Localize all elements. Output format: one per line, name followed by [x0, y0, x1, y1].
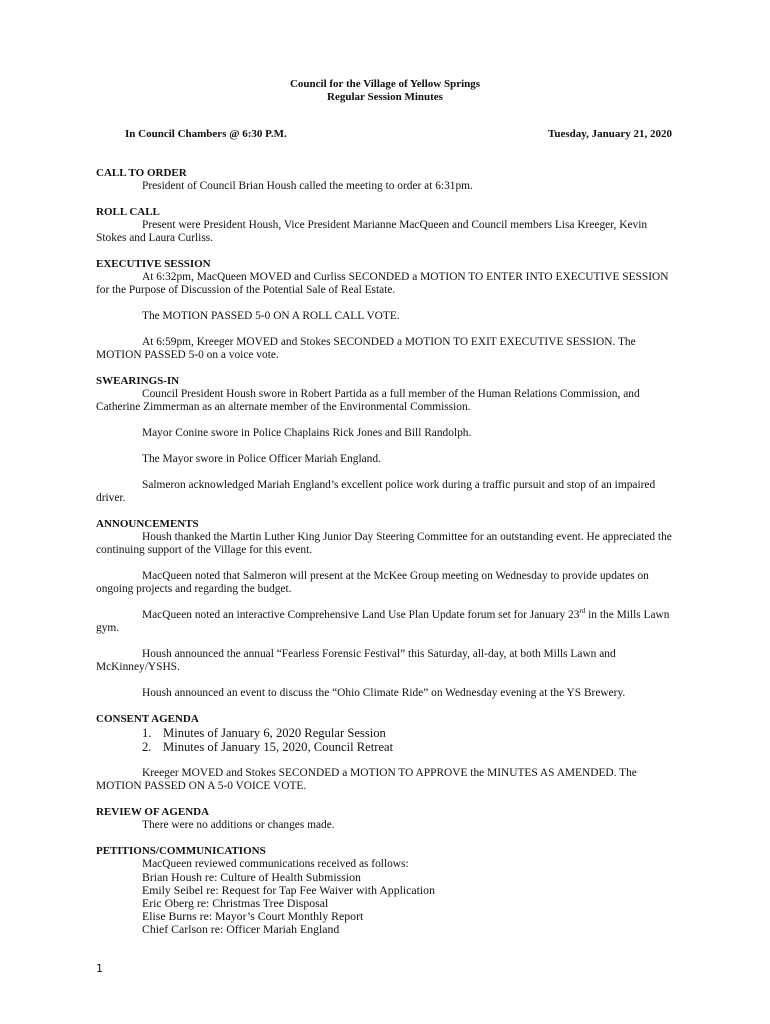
section-consent-agenda: [96, 713, 674, 793]
paragraph: At 6:32pm, MacQueen MOVED and Curliss SECONDED a MOTION TO ENTER INTO EXECUTIVE SESSION for the Purpose of Discussion of the Potential Sale of Real Estate.: [96, 271, 669, 296]
paragraph: Housh thanked the Martin Luther King Junior Day Steering Committee for an outstanding event. He appreciated the continuing support of the Village for this event.: [96, 531, 672, 556]
ordinal-suffix: rd: [579, 607, 586, 616]
paragraph: Present were President Housh, Vice President Marianne MacQueen and Council members Lisa Kreeger, Kevin Stokes and Laura Curliss.: [96, 219, 648, 244]
paragraph: Housh announced an event to discuss the “Ohio Climate Ride” on Wednesday evening at the YS Brewery.: [142, 687, 626, 699]
paragraph: President of Council Brian Housh called the meeting to order at 6:31pm.: [142, 180, 473, 192]
communications-list: [96, 871, 674, 936]
paragraph: MacQueen reviewed communications received as follows:: [142, 858, 409, 870]
section-heading: REVIEW OF AGENDA: [96, 806, 210, 818]
paragraph: There were no additions or changes made.: [142, 819, 335, 831]
paragraph: MacQueen noted that Salmeron will present at the McKee Group meeting on Wednesday to provide updates on ongoing projects and regarding the budget.: [96, 570, 649, 595]
section-call-to-order: [96, 167, 674, 193]
paragraph: At 6:59pm, Kreeger MOVED and Stokes SECONDED a MOTION TO EXIT EXECUTIVE SESSION. The MOTION PASSED 5-0 on a voice vote.: [96, 336, 636, 361]
section-roll-call: [96, 206, 674, 245]
section-heading: ROLL CALL: [96, 206, 160, 218]
section-heading: CONSENT AGENDA: [96, 713, 199, 725]
list-item: Emily Seibel re: Request for Tap Fee Waiver with Application: [142, 883, 435, 897]
list-item: Chief Carlson re: Officer Mariah England: [142, 922, 340, 936]
paragraph: Kreeger MOVED and Stokes SECONDED a MOTION TO APPROVE the MINUTES AS AMENDED. The MOTION PASSED ON A 5-0 VOICE VOTE.: [96, 767, 637, 792]
section-heading: CALL TO ORDER: [96, 167, 187, 179]
paragraph: Salmeron acknowledged Mariah England’s excellent police work during a traffic pursuit and stop of an impaired driver.: [96, 479, 656, 504]
document-title: [96, 78, 674, 104]
list-item: Eric Oberg re: Christmas Tree Disposal: [142, 896, 329, 910]
paragraph: Mayor Conine swore in Police Chaplains Rick Jones and Bill Randolph.: [142, 427, 472, 439]
paragraph-text: in the Mills Lawn gym.: [96, 609, 670, 634]
section-heading: PETITIONS/COMMUNICATIONS: [96, 845, 266, 857]
paragraph: The Mayor swore in Police Officer Mariah England.: [142, 453, 381, 465]
section-announcements: [96, 518, 674, 700]
section-heading: EXECUTIVE SESSION: [96, 258, 211, 270]
minutes-page: [96, 78, 674, 936]
section-heading: ANNOUNCEMENTS: [96, 518, 199, 530]
title-line-1: Council for the Village of Yellow Springs: [289, 78, 481, 90]
meeting-info: [96, 128, 674, 142]
list-item: Brian Housh re: Culture of Health Submission: [142, 870, 361, 884]
section-petitions: [96, 845, 674, 936]
paragraph: Council President Housh swore in Robert Partida as a full member of the Human Relations Commission, and Catherine Zimmerman as an alternate member of the Environmental Commission.: [96, 388, 640, 413]
paragraph-text: MacQueen noted an interactive Comprehensive Land Use Plan Update forum set for January 23: [142, 609, 580, 621]
consent-agenda-list: [96, 726, 674, 754]
list-item: 2. Minutes of January 15, 2020, Council Retreat: [142, 740, 394, 754]
paragraph: Housh announced the annual “Fearless Forensic Festival” this Saturday, all-day, at both Mills Lawn and McKinney/YSHS.: [96, 648, 616, 673]
page-number: 1: [96, 962, 103, 975]
list-item: Elise Burns re: Mayor’s Court Monthly Report: [142, 909, 364, 923]
section-heading: SWEARINGS-IN: [96, 375, 180, 387]
paragraph: The MOTION PASSED 5-0 ON A ROLL CALL VOTE.: [142, 310, 400, 322]
meeting-date: Tuesday, January 21, 2020: [548, 128, 672, 140]
title-line-2: Regular Session Minutes: [327, 91, 443, 103]
meeting-location: In Council Chambers @ 6:30 P.M.: [125, 128, 287, 140]
section-review-of-agenda: [96, 806, 674, 832]
section-executive-session: [96, 258, 674, 362]
section-swearings-in: [96, 375, 674, 505]
list-item: 1. Minutes of January 6, 2020 Regular Session: [142, 726, 386, 740]
